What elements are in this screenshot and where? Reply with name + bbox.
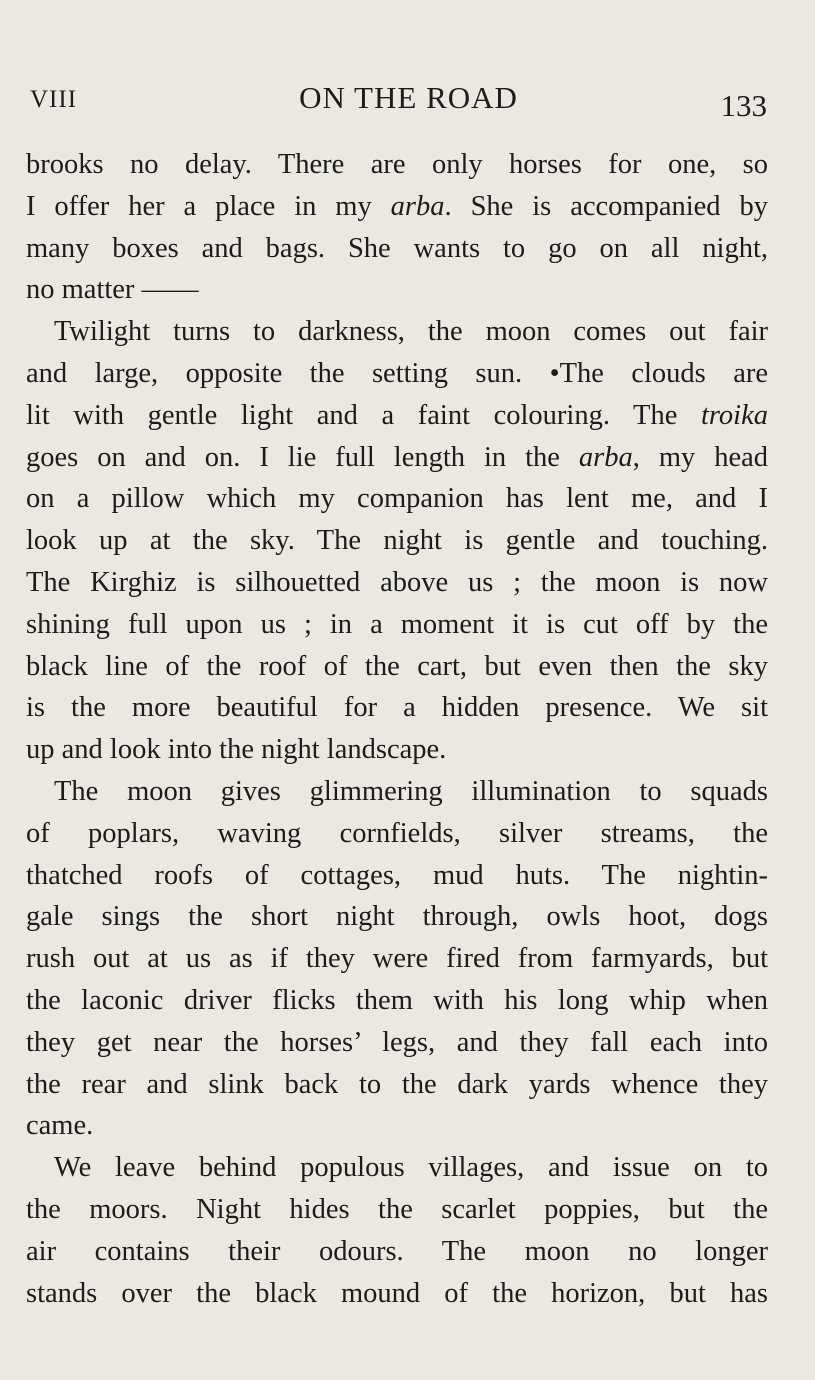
body-text: [26, 144, 768, 1314]
text-line: up and look into the night landscape.: [26, 734, 447, 766]
text-line: on a pillow which my companion has lent me, and I: [26, 483, 768, 515]
text-line: black line of the roof of the cart, but even then the sky: [26, 650, 768, 682]
text-line: We leave behind populous villages, and issue on to: [54, 1152, 768, 1184]
text-line: stands over the black mound of the horizon, but has: [26, 1277, 768, 1309]
running-title: ON THE ROAD: [299, 80, 518, 115]
paragraph: [26, 144, 768, 311]
text-line: The Kirghiz is silhouetted above us ; the moon is now: [26, 566, 768, 598]
text-line: rush out at us as if they were fired from farmyards, but: [26, 943, 768, 975]
text-line: look up at the sky. The night is gentle and touching.: [26, 525, 768, 557]
text-line: The moon gives glimmering illumination to squads: [54, 775, 768, 807]
text-line: and large, opposite the setting sun. •The clouds are: [26, 357, 768, 389]
chapter-number: VIII: [30, 86, 78, 113]
text-line: is the more beautiful for a hidden presence. We sit: [26, 692, 768, 724]
text-line: no matter ——: [26, 274, 199, 306]
running-head: [30, 80, 767, 124]
paragraph: [26, 311, 768, 771]
text-line: the laconic driver flicks them with his long whip when: [26, 984, 768, 1016]
text-line: the rear and slink back to the dark yards whence they: [26, 1068, 768, 1100]
text-line: the moors. Night hides the scarlet poppies, but the: [26, 1193, 768, 1225]
text-line: came.: [26, 1110, 94, 1142]
paragraph: [26, 771, 768, 1147]
text-line: brooks no delay. There are only horses for one, so: [26, 149, 768, 180]
text-line: many boxes and bags. She wants to go on all night,: [26, 232, 768, 264]
text-line: goes on and on. I lie full length in the arba, my head: [26, 441, 768, 473]
paragraph: [26, 1147, 768, 1314]
text-line: Twilight turns to darkness, the moon comes out fair: [54, 316, 768, 348]
text-line: thatched roofs of cottages, mud huts. The nightin-: [26, 859, 768, 891]
text-line: they get near the horses’ legs, and they fall each into: [26, 1026, 768, 1058]
text-line: lit with gentle light and a faint colouring. The troika: [26, 399, 768, 431]
text-line: shining full upon us ; in a moment it is cut off by the: [26, 608, 768, 640]
text-line: of poplars, waving cornfields, silver streams, the: [26, 817, 768, 849]
page-number: 133: [720, 88, 767, 123]
text-line: I offer her a place in my arba. She is accompanied by: [26, 190, 768, 222]
text-line: air contains their odours. The moon no longer: [26, 1235, 768, 1267]
text-line: gale sings the short night through, owls hoot, dogs: [26, 901, 768, 933]
